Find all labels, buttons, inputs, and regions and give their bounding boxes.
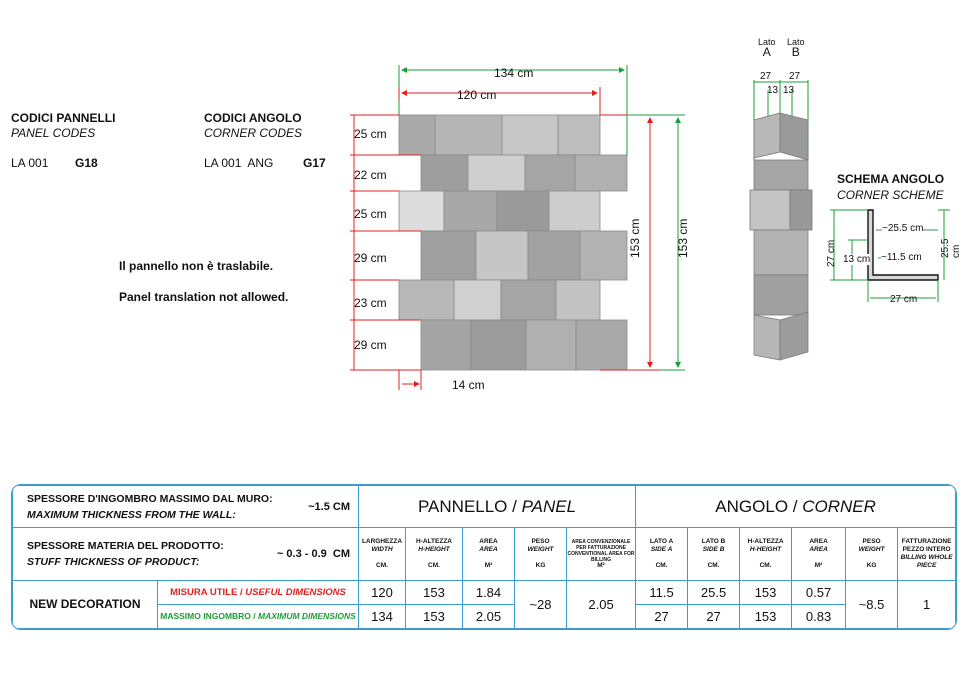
lato-b-letter: B [791,45,800,59]
wall-thickness-en: MAXIMUM THICKNESS FROM THE WALL: [27,508,236,521]
row-dim-6: 29 cm [354,338,387,352]
corner-dim-a: 27 [760,71,772,82]
row-dim-2: 22 cm [354,168,387,182]
col-header: LATO A SIDE A CM. [636,528,688,580]
useful-cell: 0.57 [792,580,846,604]
col-header: H-ALTEZZA H-HEIGHT CM. [740,528,792,580]
useful-cell: 120 [359,580,406,604]
col-header: PESO WEIGHT KG [515,528,567,580]
panel-code: LA 001 [11,156,49,170]
corner-header-it: ANGOLO / [715,496,803,516]
col-header: AREA CONVENZIONALE PER FATTURAZIONE CONVENTIONAL AREA FOR BILLING M² [567,528,636,580]
corner-header [636,486,956,528]
panel-width-total: 134 cm [494,66,534,80]
product-thickness-cell [13,528,359,580]
panel-codes-title: CODICI PANNELLI [11,111,116,125]
corner-codes-title: CODICI ANGOLO [204,111,302,125]
useful-label: MISURA UTILE / USEFUL DIMENSIONS [158,580,359,604]
useful-cell: 25.5 [688,580,740,604]
col-header: AREA AREA M² [463,528,515,580]
row-dim-1: 25 cm [354,127,387,141]
panel-header [359,486,636,528]
corner-inner-a: 13 [767,85,779,96]
corner-piece-drawing [740,80,820,380]
panel-grade: G18 [75,156,98,170]
row-label: NEW DECORATION [13,580,158,628]
scheme-dim-1: ~25.5 cm [882,223,924,234]
scheme-dim-5: 27 cm [890,294,918,305]
col-header: LARGHEZZA WIDTH CM. [359,528,406,580]
lato-b-text: Lato [787,37,805,47]
max-cell: 0.83 [792,604,846,628]
corner-grade: G17 [303,156,326,170]
scheme-dim-2: ~11.5 cm [881,252,922,263]
useful-cell: 153 [406,580,463,604]
row-dim-3: 25 cm [354,207,387,221]
max-cell: 27 [688,604,740,628]
panel-offset: 14 cm [452,378,485,392]
panel-header-it: PANNELLO / [417,496,522,516]
corner-dim-b: 27 [789,71,801,82]
lato-a-text: Lato [758,37,776,47]
corner-billing: 1 [898,580,956,628]
lato-b-label [787,37,805,59]
scheme-title: SCHEMA ANGOLO [837,172,945,186]
wall-thickness-it: SPESSORE D'INGOMBRO MASSIMO DAL MURO: [27,492,273,505]
corner-code: LA 001 ANG [204,156,274,170]
corner-header-en: CORNER [802,496,876,516]
panel-header-en: PANEL [521,496,577,516]
max-cell: 2.05 [463,604,515,628]
corner-weight: ~8.5 [846,580,898,628]
spec-table [11,484,957,630]
col-header: FATTURAZIONE PEZZO INTERO BILLING WHOLE PIECE [898,528,956,580]
note-english: Panel translation not allowed. [119,290,289,304]
note-italian: Il pannello non è traslabile. [119,259,274,273]
panel-weight: ~28 [515,580,567,628]
lato-a-label [758,37,776,59]
useful-cell: 11.5 [636,580,688,604]
useful-cell: 1.84 [463,580,515,604]
panel-codes-subtitle: PANEL CODES [11,126,96,140]
max-cell: 27 [636,604,688,628]
col-header: H-ALTEZZA H-HEIGHT CM. [406,528,463,580]
corner-codes-subtitle: CORNER CODES [204,126,303,140]
product-thickness-it: SPESSORE MATERIA DEL PRODOTTO: [27,539,224,552]
scheme-dim-6: 13 cm [843,254,871,265]
max-cell: 153 [406,604,463,628]
wall-thickness-value: ~1.5 CM [308,500,350,513]
row-dim-5: 23 cm [354,296,387,310]
panel-height-red: 153 cm [628,218,642,258]
col-header: PESO WEIGHT KG [846,528,898,580]
wall-thickness-cell [13,486,359,528]
scheme-dim-4: 25.5 cm [940,238,962,258]
row-dim-4: 29 cm [354,251,387,265]
useful-cell: 153 [740,580,792,604]
scheme-subtitle: CORNER SCHEME [837,188,944,202]
panel-billing: 2.05 [567,580,636,628]
max-cell: 153 [740,604,792,628]
max-cell: 134 [359,604,406,628]
panel-width-useful: 120 cm [457,88,497,102]
scheme-dim-3: 27 cm [826,239,837,267]
panel-drawing [340,55,700,400]
panel-height-green: 153 cm [676,218,690,258]
corner-inner-b: 13 [783,85,795,96]
product-thickness-en: STUFF THICKNESS OF PRODUCT: [27,555,200,568]
max-label: MASSIMO INGOMBRO / MAXIMUM DIMENSIONS [158,604,359,628]
col-header: LATO B SIDE B CM. [688,528,740,580]
col-header: AREA AREA M² [792,528,846,580]
product-thickness-value: ~ 0.3 - 0.9 CM [276,547,350,560]
lato-a-letter: A [762,45,771,59]
